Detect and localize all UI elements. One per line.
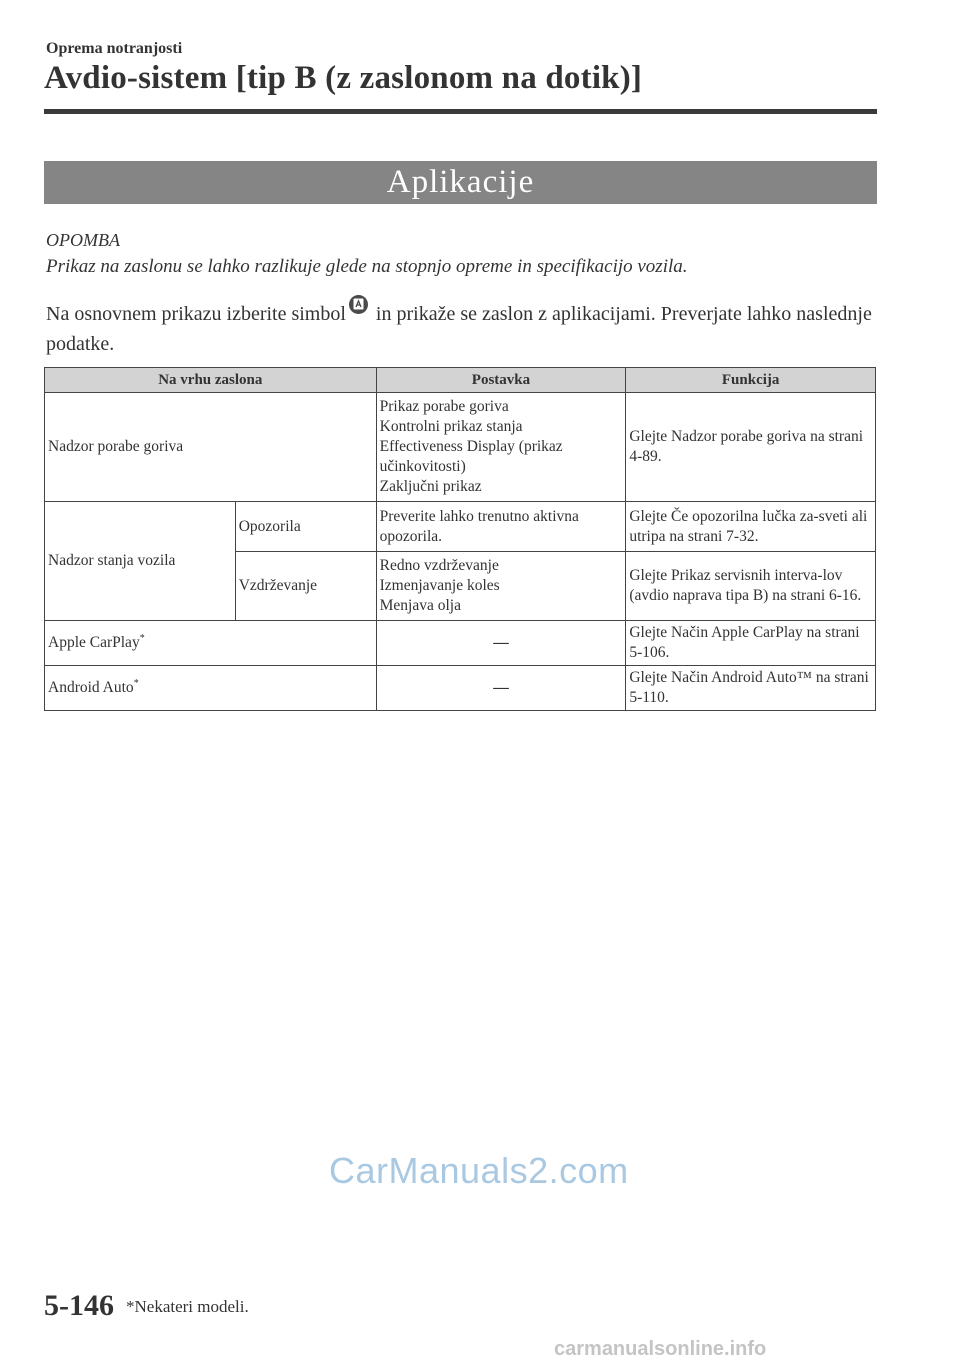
table-row-fuel bbox=[45, 393, 876, 502]
intro-text-before-icon: Na osnovnem prikazu izberite simbol bbox=[46, 303, 346, 325]
column-header-top: Na vrhu zaslona bbox=[45, 368, 377, 393]
site-watermark: carmanualsonline.info bbox=[554, 1338, 767, 1360]
cell-warnings-description: Preverite lahko trenutno aktivna opozorila. bbox=[376, 502, 626, 552]
cell-carplay-item: — bbox=[376, 621, 626, 666]
page-title: Avdio-sistem [tip B (z zaslonom na dotik)] bbox=[44, 60, 643, 96]
list-item: Menjava olja bbox=[379, 597, 461, 614]
note-label: OPOMBA bbox=[46, 230, 120, 250]
footnote: *Nekateri modeli. bbox=[126, 1297, 249, 1316]
intro-paragraph bbox=[46, 299, 876, 359]
cell-androidauto-top bbox=[45, 666, 377, 711]
list-item: Redno vzdrževanje bbox=[379, 557, 499, 574]
cell-maintenance-function: Glejte Prikaz servisnih interva-lov (avdio naprava tipa B) na strani 6-16. bbox=[626, 552, 876, 621]
some-models-mark: * bbox=[139, 632, 145, 644]
column-header-item: Postavka bbox=[376, 368, 626, 393]
table-row-androidauto bbox=[45, 666, 876, 711]
intro-text-after-icon: in prikaže se zaslon z aplikacijami. Preverjate lahko naslednje podatke. bbox=[46, 303, 872, 355]
table-row-warnings bbox=[45, 502, 876, 552]
list-item: Effectiveness Display (prikaz učinkovitosti) bbox=[379, 438, 563, 475]
section-title-bar: Aplikacije bbox=[44, 161, 877, 204]
list-item: Kontrolni prikaz stanja bbox=[379, 418, 523, 435]
cell-androidauto-function: Glejte Način Android Auto™ na strani 5-110. bbox=[626, 666, 876, 711]
cell-fuel-function: Glejte Nadzor porabe goriva na strani 4-89. bbox=[626, 393, 876, 502]
cell-vehicle-top: Nadzor stanja vozila bbox=[45, 502, 236, 621]
some-models-mark: * bbox=[133, 677, 139, 689]
cell-fuel-top: Nadzor porabe goriva bbox=[45, 393, 377, 502]
cell-carplay-function: Glejte Način Apple CarPlay na strani 5-106. bbox=[626, 621, 876, 666]
cell-maintenance-description bbox=[376, 552, 626, 621]
column-header-function: Funkcija bbox=[626, 368, 876, 393]
cell-carplay-top bbox=[45, 621, 377, 666]
list-item: Prikaz porabe goriva bbox=[379, 398, 509, 415]
table-header-row bbox=[45, 368, 876, 393]
carplay-label: Apple CarPlay bbox=[48, 634, 140, 651]
note-text: Prikaz na zaslonu se lahko razlikuje glede na stopnjo opreme in specifikacijo vozila. bbox=[46, 256, 688, 277]
header-divider bbox=[44, 109, 877, 114]
running-header-section: Oprema notranjosti bbox=[46, 40, 183, 57]
cell-warnings-function: Glejte Če opozorilna lučka za-sveti ali utripa na strani 7-32. bbox=[626, 502, 876, 552]
applications-icon bbox=[349, 295, 368, 314]
cell-fuel-items bbox=[376, 393, 626, 502]
cell-androidauto-item: — bbox=[376, 666, 626, 711]
list-item: Izmenjavanje koles bbox=[379, 577, 500, 594]
cell-warnings-item: Opozorila bbox=[235, 502, 376, 552]
table-row-carplay bbox=[45, 621, 876, 666]
watermark-logo: CarManuals2.com bbox=[329, 1150, 629, 1191]
cell-maintenance-item: Vzdrževanje bbox=[235, 552, 376, 621]
list-item: Zaključni prikaz bbox=[379, 478, 482, 495]
androidauto-label: Android Auto bbox=[48, 679, 134, 696]
applications-table bbox=[44, 367, 876, 711]
page-number: 5-146 bbox=[44, 1289, 114, 1322]
